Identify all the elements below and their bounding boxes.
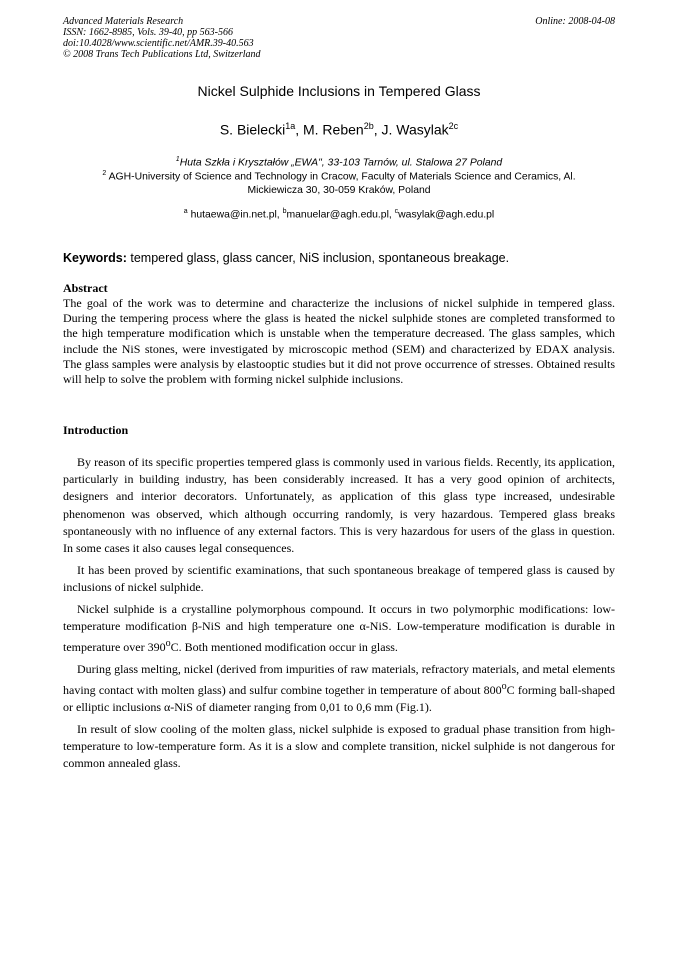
email-link[interactable]: wasylak@agh.edu.pl	[398, 209, 495, 221]
journal-issn: ISSN: 1662-8985, Vols. 39-40, pp 563-566	[63, 27, 233, 38]
abstract-heading: Abstract	[63, 281, 108, 295]
abstract-text: The goal of the work was to determine and characterize the inclusions of nickel sulphide in tempered glass. During the tempering process where the glass is heated the nickel sulphide stones are completed transformed to the high temperature modification which is unstable when the temperature decreased. The glass samples, which include the NiS stones, were investigated by microscopic method (SEM) and characterized by EDAX analysis. The glass samples were analysis by elastooptic studies but it did not prove occurrence of stresses. Obtained results will help to solve the problem with forming nickel sulphide inclusions.	[63, 296, 615, 387]
paragraph: In result of slow cooling of the molten glass, nickel sulphide is exposed to gradual phase transition from high-temperature to low-temperature form. As it is a slow and complete transition, nickel sulphide is not dangerous for common annealed glass.	[63, 721, 615, 771]
email-mark: a	[183, 208, 188, 215]
paragraph-text: C forming ball-shaped or elliptic inclusions α-NiS of diameter ranging from 0,01 to 0,6 mm (Fig.1).	[63, 682, 615, 715]
author-affil-mark: 1a	[285, 121, 296, 131]
keywords	[63, 250, 615, 266]
journal-copyright: © 2008 Trans Tech Publications Ltd, Switzerland	[63, 49, 261, 60]
email-link[interactable]: hutaewa@in.net.pl	[190, 209, 277, 221]
paragraph: By reason of its specific properties tempered glass is commonly used in various fields. Recently, its application, particularly in building industry, has been considerably increased. It has a very good opinion of architects, designers and interior decorators. Unfortunately, as application of this glass type increased, undesirable phenomenon was observed, which although occurring randomly, is very hazardous. Tempered glass breaks spontaneously with no influence of any external factors. This is very hazardous for users of the glass in question. In some cases it also causes legal consequences.	[63, 455, 615, 556]
paragraph-text: Nickel sulphide is a crystalline polymorphous compound. It occurs in two polymorphic modifications: low-temperature modification β-NiS and high temperature one α-NiS. Low-temperature modification is durable in temperature over 390	[63, 601, 615, 655]
keywords-label: Keywords:	[63, 251, 127, 265]
affiliation-text: Mickiewicza 30, 30-059 Kraków, Poland	[247, 184, 431, 196]
affiliation-text: Huta Szkła i Kryształów „EWA", 33-103 Tarnów, ul. Stalowa 27 Poland	[179, 157, 503, 169]
introduction-body	[63, 454, 615, 777]
paragraph	[63, 661, 615, 717]
affiliation-number: 1	[175, 156, 180, 163]
email-link[interactable]: manuelar@agh.edu.pl	[286, 209, 389, 221]
author-affil-mark: 2b	[363, 121, 374, 131]
journal-name: Advanced Materials Research	[63, 16, 184, 27]
keywords-text: tempered glass, glass cancer, NiS inclusion, spontaneous breakage.	[126, 251, 510, 265]
degree-mark: o	[165, 638, 171, 650]
paragraph-text: C. Both mentioned modification occur in glass.	[170, 640, 398, 655]
author-list: S. Bielecki$^{1a}$, M. Reben$^{2b}$, J. Wasylak$^{2c}$	[219, 121, 459, 138]
paragraph-text: During glass melting, nickel (derived from impurities of raw materials, refractory materials, and metal elements having contact with molten glass) and sulfur combine together in temperature of about 800	[63, 661, 615, 697]
author-name: S. Bielecki	[219, 121, 286, 138]
author-affil-mark: 2c	[448, 121, 459, 131]
author-name: M. Reben	[302, 121, 364, 138]
journal-info	[63, 16, 615, 60]
author-name: J. Wasylak	[381, 121, 449, 138]
email-mark: b	[282, 208, 287, 215]
degree-mark: o	[501, 680, 507, 692]
affiliation-number: 2	[102, 170, 107, 177]
introduction-heading: Introduction	[63, 423, 129, 437]
affiliation-text: AGH-University of Science and Technology in Cracow, Faculty of Materials Science and Ceramics, Al.	[108, 171, 576, 183]
online-date: Online: 2008-04-08	[535, 16, 615, 27]
paragraph	[63, 601, 615, 657]
paper-title: Nickel Sulphide Inclusions in Tempered Glass	[197, 83, 481, 99]
email-list: $^a$ hutaewa@in.net.pl, $^b$manuelar@agh.edu.pl, $^c$wasylak@agh.edu.pl	[183, 208, 495, 221]
journal-header	[63, 16, 615, 60]
journal-doi: doi:10.4028/www.scientific.net/AMR.39-40.563	[63, 38, 254, 49]
paragraph: It has been proved by scientific examinations, that such spontaneous breakage of tempered glass is caused by inclusions of nickel sulphide.	[63, 562, 615, 594]
affiliation-2	[63, 167, 615, 197]
email-mark: c	[394, 208, 399, 215]
